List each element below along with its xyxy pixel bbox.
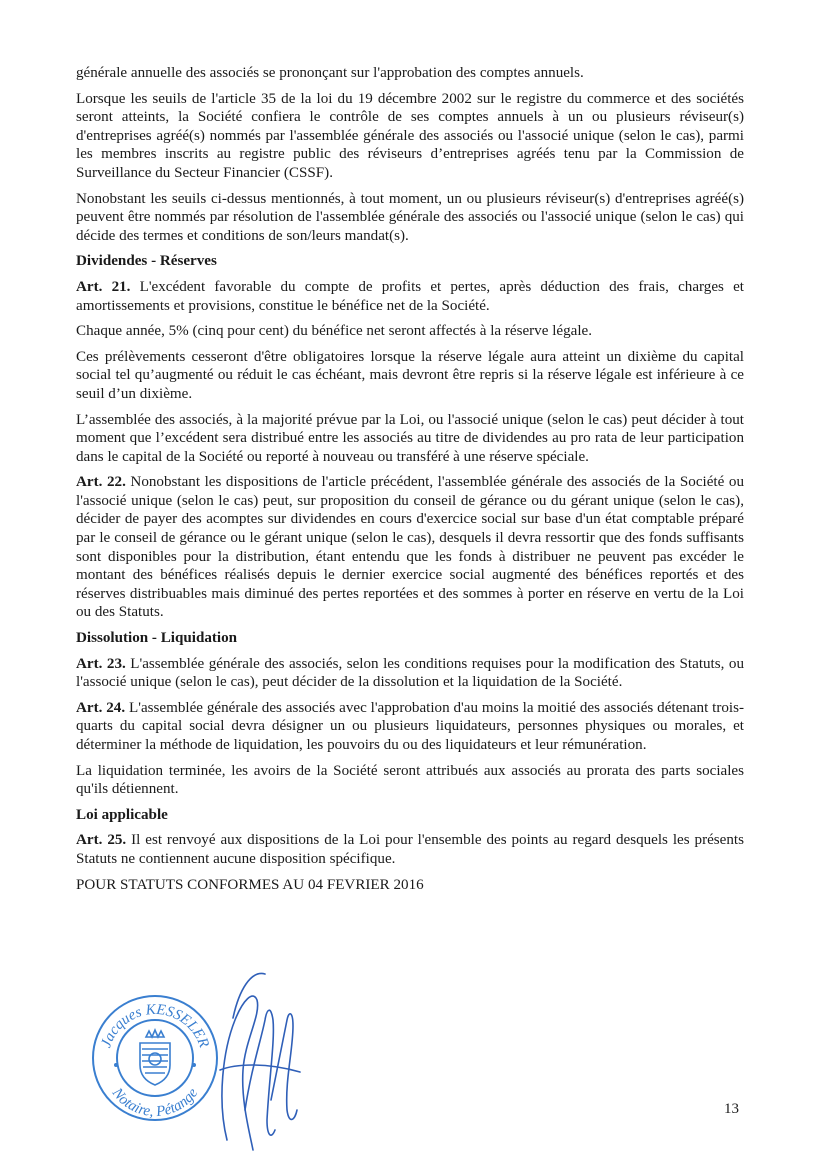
- article-21-number: Art. 21.: [76, 278, 131, 295]
- seal-title-text: Notaire, Pétange: [108, 1085, 202, 1121]
- section-heading-dividends: Dividendes - Réserves: [76, 253, 217, 270]
- article-25: [76, 831, 744, 868]
- article-23-number: Art. 23.: [76, 655, 126, 672]
- article-25-text: Il est renvoyé aux dispositions de la Loi pour l'ensemble des points au regard desquels les présents Statuts ne contiennent aucune disposition spécifique.: [76, 832, 744, 867]
- article-21-paragraph-3: Ces prélèvements cesseront d'être obligatoires lorsque la réserve légale aura atteint un dixième du capital social tel qu’augmenté ou réduit le cas échéant, mais devront être repris si la réserve légale est inférieure à ce seuil d’un dixième.: [76, 348, 744, 402]
- notary-seal-icon: [90, 993, 220, 1123]
- article-23: [76, 655, 744, 692]
- article-24: [76, 699, 744, 755]
- coat-of-arms-icon: [140, 1030, 170, 1085]
- article-24-number: Art. 24.: [76, 699, 126, 716]
- paragraph-approval: générale annuelle des associés se prononçant sur l'approbation des comptes annuels.: [76, 65, 584, 81]
- conformity-statement: POUR STATUTS CONFORMES AU 04 FEVRIER 2016: [76, 876, 424, 893]
- article-22-number: Art. 22.: [76, 474, 126, 491]
- seal-name-text: Jacques KESSELER: [98, 1001, 212, 1050]
- article-21-text: L'excédent favorable du compte de profits et pertes, après déduction des frais, charges et amortissements et provisions, constitue le bénéfice net de la Société.: [76, 278, 744, 314]
- section-heading-dissolution: Dissolution - Liquidation: [76, 630, 238, 647]
- paragraph-auditor-thresholds: Lorsque les seuils de l'article 35 de la loi du 19 décembre 2002 sur le registre du commerce et des sociétés seront atteints, la Société confiera le contrôle de ses comptes annuels à un ou plusieurs réviseur(s) d'entreprises agréé(s) nommés par l'assemblée générale des associés ou l'associé unique (selon le cas), parmi les membres inscrits au registre public des réviseurs d’entreprises agréés tenu par la Commission de Surveillance du Secteur Financier (CSSF).: [76, 90, 744, 181]
- page-number: 13: [724, 1101, 739, 1117]
- signature-icon: [205, 960, 315, 1160]
- article-22: [76, 473, 744, 622]
- article-22-text: Nonobstant les dispositions de l'article précédent, l'assemblée générale des associés de la Société ou l'associé unique (selon le cas) peut, sur proposition du conseil de gérance ou du gérant unique (selon le cas), décider de payer des acomptes sur dividendes en cours d'exercice social sur base d'un état comptable préparé par le conseil de gérance ou le gérant unique (selon le cas), desquels il devra ressortir que des fonds suffisants sont disponibles pour la distribution, étant entendu que les fonds à distribuer ne peuvent pas excéder le montant des bénéfices réalisés depuis le dernier exercice social augmenté des bénéfices reportés et des réserves distribuables mais diminué des pertes reportées et des sommes à porter en réserve en vertu de la Loi ou des Statuts.: [76, 474, 744, 621]
- article-21: [76, 278, 744, 315]
- document-body: [76, 64, 744, 901]
- article-23-text: L'assemblée générale des associés, selon les conditions requises pour la modification des Statuts, ou l'associé unique (selon le cas), peut décider de la dissolution et la liquidation de la Société.: [76, 655, 744, 691]
- section-heading-applicable-law: Loi applicable: [76, 806, 168, 823]
- article-24-paragraph-2: La liquidation terminée, les avoirs de la Société seront attribués aux associés au prorata des parts sociales qu'ils détiennent.: [76, 762, 744, 798]
- article-21-paragraph-2: Chaque année, 5% (cinq pour cent) du bénéfice net seront affectés à la réserve légale.: [76, 323, 593, 340]
- article-24-text: L'assemblée générale des associés avec l'approbation d'au moins la moitié des associés détenant trois-quarts du capital social devra désigner un ou plusieurs liquidateurs, personnes physiques ou morales, et déterminer la méthode de liquidation, les pouvoirs du ou des liquidateurs et leur rémunération.: [76, 699, 745, 753]
- article-21-paragraph-4: L’assemblée des associés, à la majorité prévue par la Loi, ou l'associé unique (selon le cas) peut décider à tout moment que l’excédent sera distribué entre les associés au titre de dividendes au pro rata de leur participation dans le capital de la Société ou reporté à nouveau ou transféré à une réserve spéciale.: [76, 411, 744, 465]
- paragraph-auditor-appointment: Nonobstant les seuils ci-dessus mentionnés, à tout moment, un ou plusieurs réviseur(s) d'entreprises agréé(s) peuvent être nommés par résolution de l'assemblée générale des associés ou l'associé unique (selon le cas) qui décide des termes et conditions de son/leurs mandat(s).: [76, 190, 744, 244]
- article-25-number: Art. 25.: [76, 832, 127, 849]
